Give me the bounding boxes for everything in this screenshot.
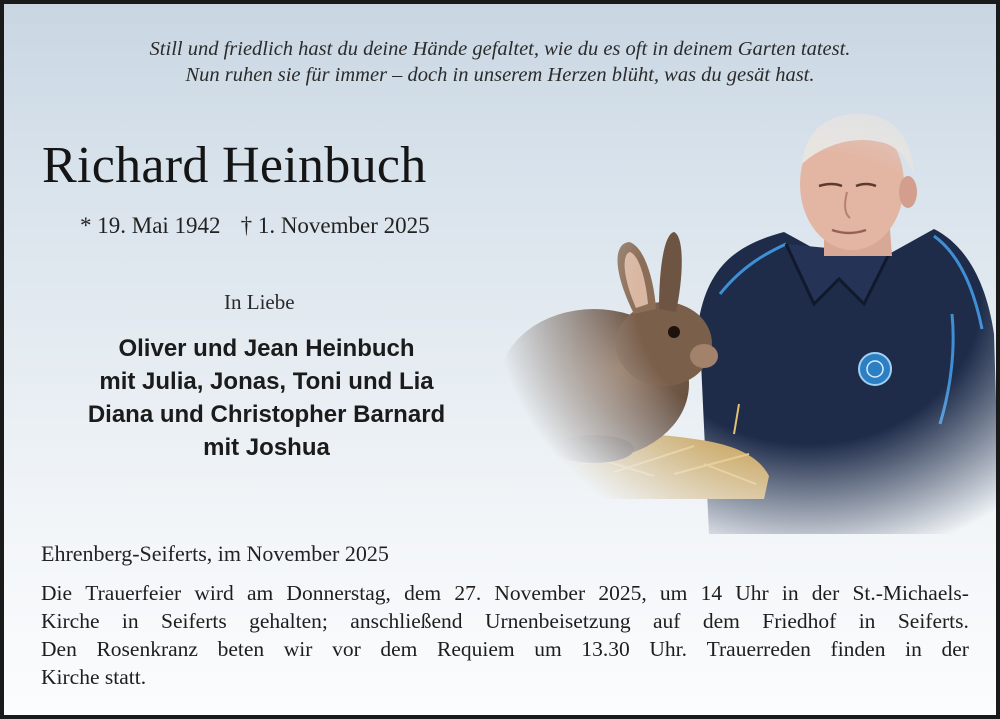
death-date: † 1. November 2025 xyxy=(240,213,430,238)
notice-word: am xyxy=(246,581,274,605)
mourner-line: Oliver und Jean Heinbuch xyxy=(118,335,415,362)
notice-word: der xyxy=(811,581,840,605)
notice-word: finden xyxy=(830,637,886,661)
notice-word: in xyxy=(781,581,799,605)
notice-word: beten xyxy=(217,637,265,661)
notice-word: Seiferts. xyxy=(897,609,969,633)
notice-word: Kirche xyxy=(41,609,100,633)
notice-word: Trauerfeier xyxy=(85,581,182,605)
place-and-date: Ehrenberg-Seiferts, im November 2025 xyxy=(41,541,389,566)
notice-line-3 xyxy=(41,635,969,663)
notice-word: Requiem xyxy=(437,637,515,661)
notice-word: Die xyxy=(41,581,73,605)
notice-word: wird xyxy=(194,581,234,605)
life-dates xyxy=(80,211,430,241)
notice-word: Urnenbeisetzung xyxy=(484,609,631,633)
notice-word: Den xyxy=(41,637,77,661)
notice-line-1 xyxy=(41,579,969,607)
notice-word: vor xyxy=(332,637,361,661)
notice-word: in xyxy=(905,637,922,661)
notice-word: dem xyxy=(404,581,442,605)
shirt-badge-icon xyxy=(859,353,891,385)
notice-word: 13.30 xyxy=(581,637,630,661)
notice-word: Trauerreden xyxy=(706,637,811,661)
notice-word: auf xyxy=(653,609,681,633)
notice-word: November xyxy=(494,581,586,605)
notice-word: wir xyxy=(283,637,313,661)
notice-word: Donnerstag, xyxy=(286,581,391,605)
quote-line-2: Nun ruhen sie für immer – doch in unserem Herzen blüht, was du gesät hast. xyxy=(185,64,815,86)
rabbit-eye xyxy=(668,326,680,338)
notice-word: dem xyxy=(702,609,740,633)
memorial-photo xyxy=(494,104,1000,534)
notice-word: Rosenkranz xyxy=(96,637,198,661)
funeral-notice xyxy=(41,579,969,691)
notice-word: St.-Michaels- xyxy=(852,581,969,605)
notice-word: 14 xyxy=(700,581,723,605)
notice-word: 2025, xyxy=(598,581,647,605)
mourners-list xyxy=(64,332,469,464)
deceased-name: Richard Heinbuch xyxy=(42,137,427,194)
notice-word: Uhr. xyxy=(649,637,687,661)
mourner-line: mit Julia, Jonas, Toni und Lia xyxy=(99,368,434,395)
notice-word: Seiferts xyxy=(161,609,227,633)
notice-word: in xyxy=(121,609,139,633)
notice-word: anschließend xyxy=(350,609,463,633)
mourner-line: mit Joshua xyxy=(203,434,330,461)
quote-line-1: Still und friedlich hast du deine Hände gefaltet, wie du es oft in deinem Garten tatest. xyxy=(149,38,851,60)
notice-line-4: Kirche statt. xyxy=(41,665,147,689)
notice-word: der xyxy=(941,637,969,661)
rabbit-ear-back xyxy=(659,232,682,312)
mourner-line: Diana und Christopher Barnard xyxy=(87,401,446,428)
notice-line-2 xyxy=(41,607,969,635)
notice-word: gehalten; xyxy=(249,609,328,633)
notice-word: in xyxy=(858,609,876,633)
memorial-quote xyxy=(4,36,996,88)
notice-word: Uhr xyxy=(735,581,769,605)
notice-word: um xyxy=(534,637,562,661)
notice-word: 27. xyxy=(454,581,482,605)
notice-word: dem xyxy=(380,637,418,661)
in-love-intro: In Liebe xyxy=(224,290,295,314)
birth-date: * 19. Mai 1942 xyxy=(80,213,221,238)
notice-word: Friedhof xyxy=(762,609,837,633)
notice-word: um xyxy=(659,581,688,605)
